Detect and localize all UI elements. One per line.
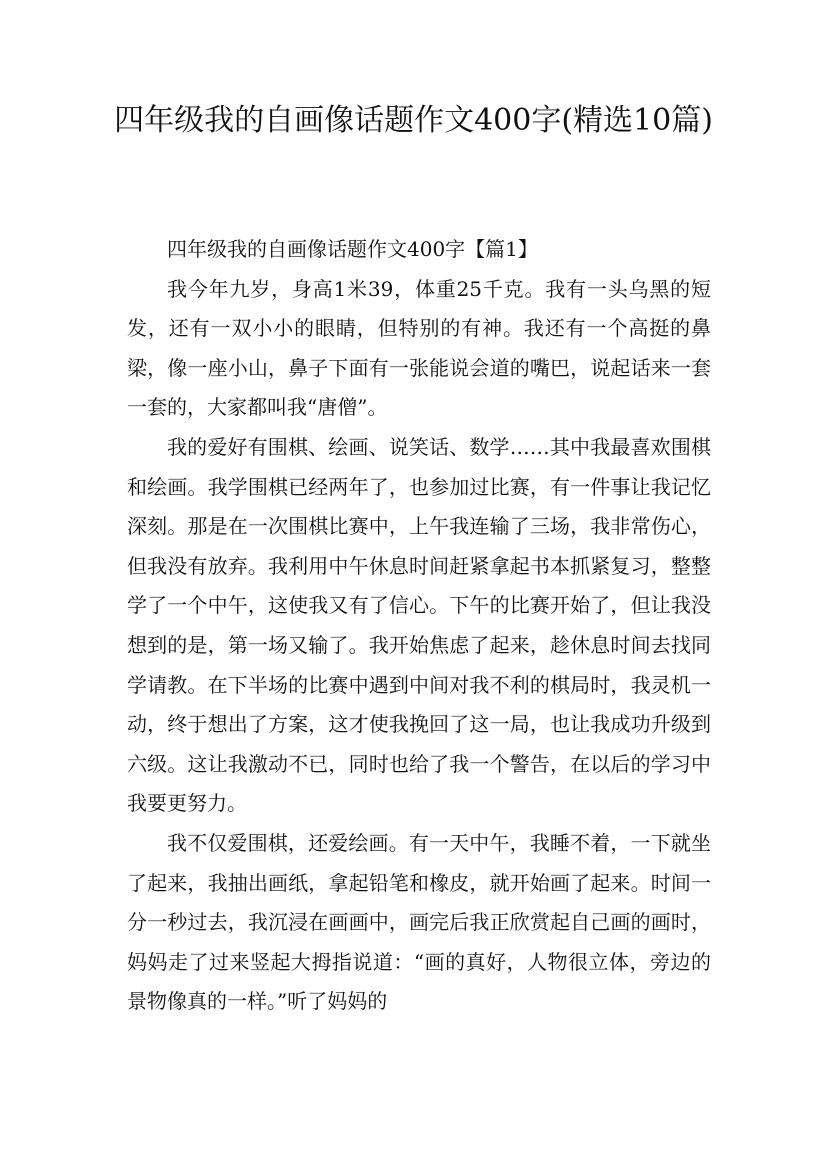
paragraph-2: 我的爱好有围棋、绘画、说笑话、数学……其中我最喜欢围棋和绘画。我学围棋已经两年了，也参加过比赛，有一件事让我记忆深刻。那是在一次围棋比赛中，上午我连输了三场，我非常伤心，但我没有放弃。我利用中午休息时间赶紧拿起书本抓紧复习，整整学了一个中午，这使我又有了信心。下午的比赛开始了，但让我没想到的是，第一场又输了。我开始焦虑了起来，趁休息时间去找同学请教。在下半场的比赛中遇到中间对我不利的棋局时，我灵机一动，终于想出了方案，这才使我挽回了这一局，也让我成功升级到六级。这让我激动不已，同时也给了我一个警告，在以后的学习中我要更努力。 [127,434,711,816]
document-body [127,230,711,1022]
paragraph-1: 我今年九岁，身高1米39，体重25千克。我有一头乌黑的短发，还有一双小小的眼睛，但特别的有神。我还有一个高挺的鼻梁，像一座小山，鼻子下面有一张能说会道的嘴巴，说起话来一套一套的，大家都叫我“唐僧”。 [127,276,711,420]
document-title: 四年级我的自画像话题作文400字(精选10篇) [114,103,713,138]
section-heading: 四年级我的自画像话题作文400字【篇1】 [167,237,538,261]
paragraph-3: 我不仅爱围棋，还爱绘画。有一天中午，我睡不着，一下就坐了起来，我抽出画纸，拿起铅笔和橡皮，就开始画了起来。时间一分一秒过去，我沉浸在画画中，画完后我正欣赏起自己画的画时，妈妈走了过来竖起大拇指说道：“画的真好，人物很立体，旁边的景物像真的一样。”听了妈妈的 [127,830,711,1014]
